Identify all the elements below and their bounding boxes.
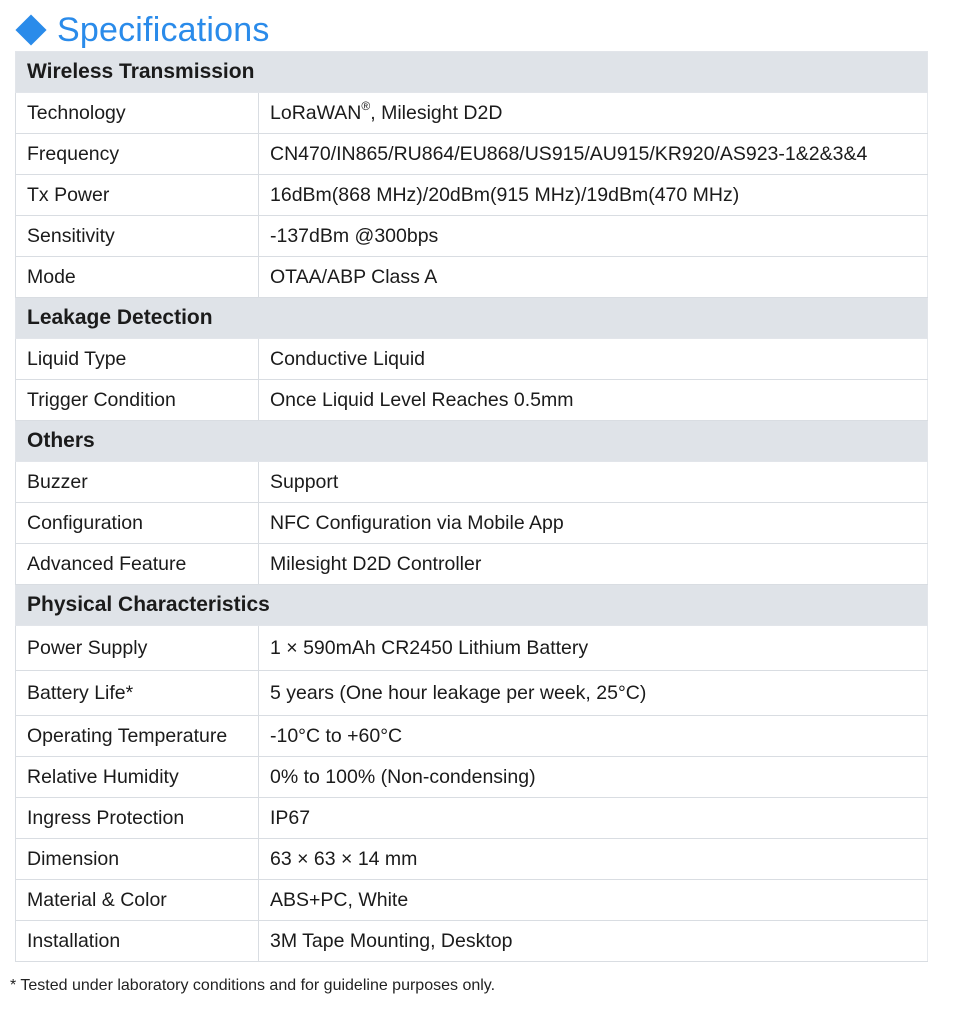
spec-value: Conductive Liquid [259, 339, 928, 380]
specifications-table [15, 51, 928, 962]
spec-label: Sensitivity [16, 216, 259, 257]
spec-row-battery-life [16, 671, 928, 716]
spec-value: OTAA/ABP Class A [259, 257, 928, 298]
spec-label: Dimension [16, 839, 259, 880]
spec-value: Milesight D2D Controller [259, 544, 928, 585]
section-header-others [16, 421, 928, 462]
spec-row-frequency [16, 134, 928, 175]
spec-label: Mode [16, 257, 259, 298]
page-header [14, 8, 270, 52]
spec-value: Once Liquid Level Reaches 0.5mm [259, 380, 928, 421]
spec-value: Support [259, 462, 928, 503]
spec-value: NFC Configuration via Mobile App [259, 503, 928, 544]
spec-value: 63 × 63 × 14 mm [259, 839, 928, 880]
spec-value-text: LoRaWAN [270, 101, 362, 124]
footnote: * Tested under laboratory conditions and for guideline purposes only. [10, 977, 496, 994]
spec-value: 0% to 100% (Non-condensing) [259, 757, 928, 798]
spec-label: Relative Humidity [16, 757, 259, 798]
spec-label: Material & Color [16, 880, 259, 921]
spec-label: Tx Power [16, 175, 259, 216]
spec-value: 16dBm(868 MHz)/20dBm(915 MHz)/19dBm(470 MHz) [259, 175, 928, 216]
spec-row-buzzer [16, 462, 928, 503]
spec-value-suffix: , Milesight D2D [370, 101, 503, 124]
spec-value [259, 93, 928, 134]
spec-label: Operating Temperature [16, 716, 259, 757]
section-heading: Wireless Transmission [16, 52, 928, 93]
spec-value: ABS+PC, White [259, 880, 928, 921]
spec-row-sensitivity [16, 216, 928, 257]
spec-label: Configuration [16, 503, 259, 544]
spec-label: Trigger Condition [16, 380, 259, 421]
spec-value: 5 years (One hour leakage per week, 25°C) [259, 671, 928, 716]
spec-label: Battery Life* [16, 671, 259, 716]
spec-row-operating-temperature [16, 716, 928, 757]
spec-label: Ingress Protection [16, 798, 259, 839]
specifications-table-body [16, 52, 928, 962]
spec-value: 3M Tape Mounting, Desktop [259, 921, 928, 962]
section-header-leakage-detection [16, 298, 928, 339]
diamond-icon [15, 14, 46, 45]
spec-label: Buzzer [16, 462, 259, 503]
spec-row-technology [16, 93, 928, 134]
spec-label: Installation [16, 921, 259, 962]
spec-value: -10°C to +60°C [259, 716, 928, 757]
spec-value: IP67 [259, 798, 928, 839]
page-title: Specifications [57, 11, 270, 49]
spec-row-power-supply [16, 626, 928, 671]
spec-row-tx-power [16, 175, 928, 216]
spec-row-advanced-feature [16, 544, 928, 585]
section-heading: Others [16, 421, 928, 462]
spec-row-dimension [16, 839, 928, 880]
section-header-wireless-transmission [16, 52, 928, 93]
section-heading: Leakage Detection [16, 298, 928, 339]
spec-row-mode [16, 257, 928, 298]
spec-row-relative-humidity [16, 757, 928, 798]
spec-label: Power Supply [16, 626, 259, 671]
registered-mark: ® [361, 99, 371, 113]
spec-label: Liquid Type [16, 339, 259, 380]
spec-label: Technology [16, 93, 259, 134]
spec-row-ingress-protection [16, 798, 928, 839]
spec-row-liquid-type [16, 339, 928, 380]
spec-row-configuration [16, 503, 928, 544]
section-header-physical-characteristics [16, 585, 928, 626]
spec-value: CN470/IN865/RU864/EU868/US915/AU915/KR920/AS923-1&2&3&4 [259, 134, 928, 175]
spec-row-trigger-condition [16, 380, 928, 421]
spec-row-installation [16, 921, 928, 962]
spec-value: -137dBm @300bps [259, 216, 928, 257]
spec-value: 1 × 590mAh CR2450 Lithium Battery [259, 626, 928, 671]
section-heading: Physical Characteristics [16, 585, 928, 626]
spec-label: Frequency [16, 134, 259, 175]
spec-label: Advanced Feature [16, 544, 259, 585]
spec-row-material-color [16, 880, 928, 921]
